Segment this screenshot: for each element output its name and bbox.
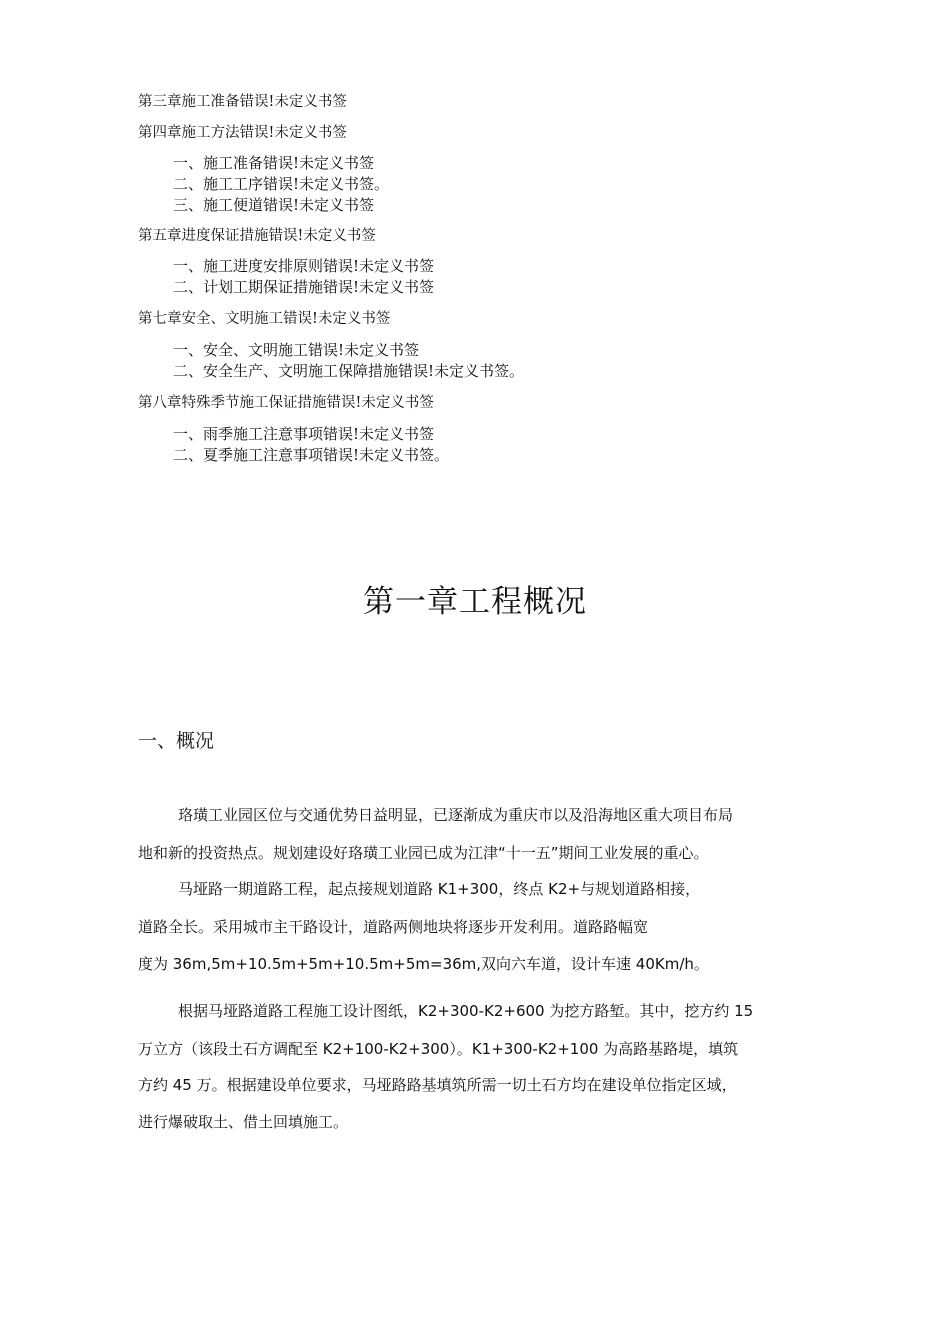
toc-entry-5-2[interactable]: [173, 277, 434, 297]
toc-entry-title: 一、施工进度安排原则: [173, 257, 324, 275]
toc-entry-title: 一、安全、文明施工: [173, 341, 309, 359]
toc-entry-error: 错误!未定义书签: [239, 94, 347, 110]
chapter-title: 第一章工程概况: [363, 584, 587, 620]
toc-entry-title: 二、夏季施工注意事项: [173, 446, 324, 464]
toc-entry-7-1[interactable]: [173, 340, 419, 360]
toc-entry-title: 三、施工便道: [173, 196, 264, 214]
toc-entry-title: 第三章施工准备: [138, 94, 240, 110]
paragraph-line: 地和新的投资热点。规划建设好珞璜工业园已成为江津“十一五”期间工业发展的重心。: [138, 844, 709, 862]
toc-entry-error: 错误!未定义书签。: [323, 446, 450, 464]
toc-entry-error: 错误!未定义书签: [326, 395, 434, 411]
toc-entry-4-1[interactable]: [173, 153, 374, 173]
paragraph-line: 方约 45 万。根据建设单位要求，马垭路路基填筑所需一切土石方均在建设单位指定区域，: [138, 1076, 737, 1094]
toc-entry-title: 一、雨季施工注意事项: [173, 425, 324, 443]
paragraph-line: 根据马垭路道路工程施工设计图纸，K2+300-K2+600 为挖方路堑。其中，挖方约 15: [178, 1002, 754, 1020]
toc-entry-chapter-7[interactable]: [138, 309, 390, 329]
toc-entry-chapter-3[interactable]: [138, 92, 347, 112]
toc-entry-chapter-8[interactable]: [138, 393, 434, 413]
toc-entry-chapter-5[interactable]: [138, 226, 376, 246]
paragraph-line: 万立方（该段土石方调配至 K2+100-K2+300）。K1+300-K2+100 为高路基路堤，填筑: [138, 1040, 739, 1058]
toc-entry-error: 错误!未定义书签: [239, 125, 347, 141]
toc-entry-7-2[interactable]: [173, 361, 524, 381]
section-title: 一、概况: [138, 730, 215, 752]
toc-entry-error: 错误!未定义书签: [263, 154, 375, 172]
paragraph-line: 珞璜工业园区位与交通优势日益明显，已逐渐成为重庆市以及沿海地区重大项目布局: [178, 806, 734, 824]
toc-entry-4-3[interactable]: [173, 195, 374, 215]
toc-entry-error: 错误!未定义书签: [323, 257, 435, 275]
toc-entry-title: 第五章进度保证措施: [138, 228, 269, 244]
toc-entry-error: 错误!未定义书签。: [263, 175, 390, 193]
toc-entry-title: 一、施工准备: [173, 154, 264, 172]
toc-entry-title: 二、安全生产、文明施工保障措施: [173, 362, 399, 380]
paragraph-line: 进行爆破取土、借土回填施工。: [138, 1113, 349, 1131]
toc-entry-error: 错误!未定义书签: [308, 341, 420, 359]
toc-entry-title: 二、计划工期保证措施: [173, 278, 324, 296]
toc-entry-title: 第四章施工方法: [138, 125, 240, 141]
toc-entry-error: 错误!未定义书签: [268, 228, 376, 244]
toc-entry-8-1[interactable]: [173, 424, 434, 444]
toc-entry-5-1[interactable]: [173, 256, 434, 276]
toc-entry-error: 错误!未定义书签: [323, 278, 435, 296]
toc-entry-title: 二、施工工序: [173, 175, 264, 193]
toc-entry-title: 第七章安全、文明施工: [138, 311, 283, 327]
toc-entry-title: 第八章特殊季节施工保证措施: [138, 395, 327, 411]
toc-entry-error: 错误!未定义书签: [263, 196, 375, 214]
paragraph-line: 度为 36m,5m+10.5m+5m+10.5m+5m=36m,双向六车道，设计车速 40Km/h。: [138, 955, 709, 973]
toc-entry-8-2[interactable]: [173, 445, 449, 465]
toc-entry-chapter-4[interactable]: [138, 123, 347, 143]
paragraph-line: 道路全长。采用城市主干路设计，道路两侧地块将逐步开发利用。道路路幅宽: [138, 918, 649, 936]
toc-entry-error: 错误!未定义书签: [283, 311, 391, 327]
toc-entry-error: 错误!未定义书签: [323, 425, 435, 443]
toc-entry-4-2[interactable]: [173, 174, 389, 194]
toc-entry-error: 错误!未定义书签。: [398, 362, 525, 380]
paragraph-line: 马垭路一期道路工程，起点接规划道路 K1+300，终点 K2+与规划道路相接，: [178, 880, 701, 898]
